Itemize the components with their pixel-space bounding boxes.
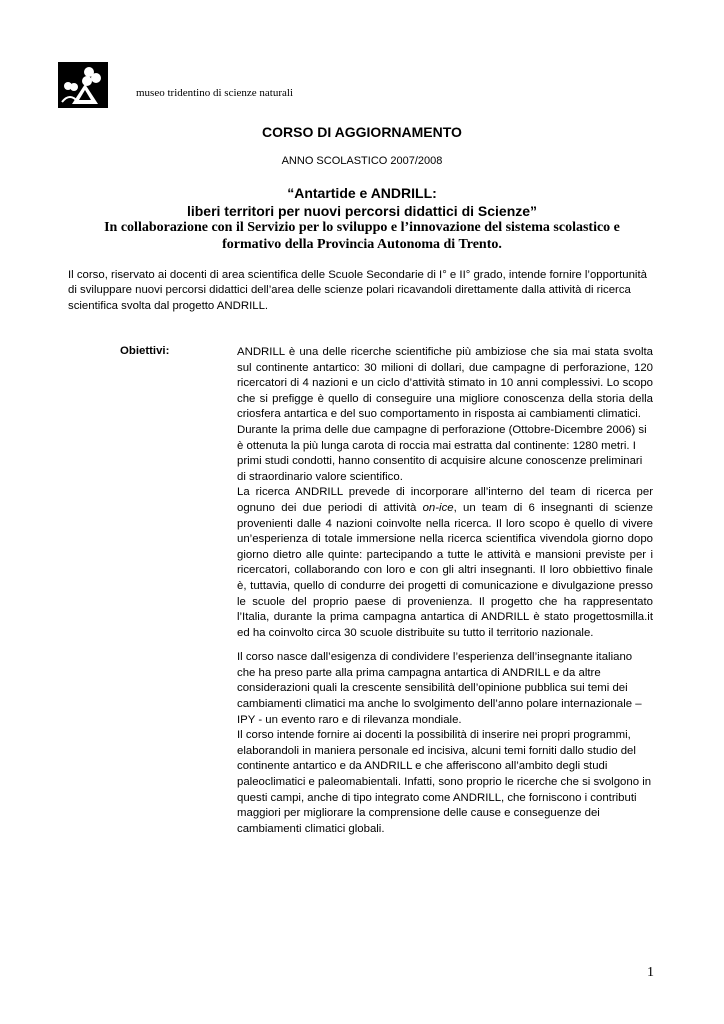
collaboration-line-2: formativo della Provincia Autonoma di Trento.: [222, 237, 502, 252]
museum-name: museo tridentino di scienze naturali: [136, 87, 294, 99]
objectives-paragraph-4: Il corso nasce dall’esigenza di condividere l’esperienza dell’insegnante italiano che ha preso parte alla prima campagna antartica di ANDRILL e da altre considerazioni quali la crescente sensibilità dell’opinione pubblica sui temi dei cambiamenti climatici ma anche lo svolgimento dell’anno polare internazionale – IPY - un evento raro e di rilevanza mondiale.: [237, 651, 642, 726]
museum-logo-icon: [58, 62, 108, 108]
subtitle-line-2: liberi territori per nuovi percorsi didattici di Scienze”: [186, 203, 538, 219]
page-number: 1: [647, 965, 654, 980]
collaboration-note: [0, 219, 724, 253]
collaboration-line-1: In collaborazione con il Servizio per lo sviluppo e l’innovazione del sistema scolastico e: [104, 220, 620, 235]
objectives-paragraph-3: [237, 485, 653, 641]
objectives-paragraph-5: Il corso intende fornire ai docenti la possibilità di inserire nei propri programmi, elaborandoli in maniera personale ed incisiva, alcuni temi forniti dallo studio del continente antartico e da ANDRILL e che afferiscono all’ambito degli studi paleoclimatici e paleomabientali. Infatti, sono proprio le ricerche che si svolgono in questi campi, anche di tipo integrato come ANDRILL, che forniscono i contributi maggiori per migliorare la comprensione delle cause e conseguenze dei cambiamenti climatici globali.: [237, 729, 652, 835]
intro-paragraph: Il corso, riservato ai docenti di area scientifica delle Scuole Secondarie di I° e II° grado, intende fornire l’opportunità di sviluppare nuovi percorsi didattici dell’area delle scienze polari ricavandoli direttamente dalla attività di ricerca scientifica svolta dal progetto ANDRILL.: [68, 269, 647, 312]
on-ice-term: on-ice: [422, 501, 454, 514]
school-year: ANNO SCOLASTICO 2007/2008: [281, 155, 443, 167]
objectives-paragraph-2: Durante la prima delle due campagne di perforazione (Ottobre-Dicembre 2006) si è ottenuta la più lunga carota di roccia mai estratta dal continente: 1280 metri. I primi studi condotti, hanno consentito di acquisire alcune conoscenze preliminari di straordinario valore scientifico.: [237, 423, 647, 483]
objectives-label: Obiettivi:: [120, 345, 170, 357]
subtitle-line-1: “Antartide e ANDRILL:: [287, 185, 437, 201]
objectives-paragraph-3-end: , un team di 6 insegnanti di scienze provenienti dalle 4 nazioni coinvolte nella ricerca. Il loro scopo è quello di vivere un’esperienza di totale immersione nella ricerca scientifica vivendola giorno dopo giorno dietro alle quinte: partecipando a tutte le attività e mansioni previste per i ricercatori, collaborando con loro e con gli altri insegnanti. Il loro obbiettivo finale è, tuttavia, quello di condurre dei progetti di comunicazione e divulgazione presso le scuole del proprio paese di provenienza. Il progetto che ha rappresentato l’Italia, durante la prima campagna antartica di ANDRILL è stato progettosmilla.it ed ha coinvolto circa 30 scuole distribuite su tutto il territorio nazionale.: [237, 501, 653, 639]
objectives-paragraph-1: ANDRILL è una delle ricerche scientifiche più ambiziose che sia mai stata svolta sul continente antartico: 30 milioni di dollari, due campagne di perforazione, 120 ricercatori di 4 nazioni e un ciclo d’attività stimato in 10 anni complessivi. Lo scopo che si prefigge è quello di conseguire una migliore conoscenza della storia della criosfera antartica e del suo comportamento in risposta ai cambiamenti climatici.: [237, 346, 653, 421]
objectives-paragraph-3-start: La ricerca ANDRILL prevede di incorporare all’interno del team di ricerca per ognuno dei due periodi di attività: [237, 486, 653, 514]
course-subtitle: [0, 184, 724, 220]
page-title: CORSO DI AGGIORNAMENTO: [262, 124, 462, 140]
objectives-body: [237, 345, 653, 837]
